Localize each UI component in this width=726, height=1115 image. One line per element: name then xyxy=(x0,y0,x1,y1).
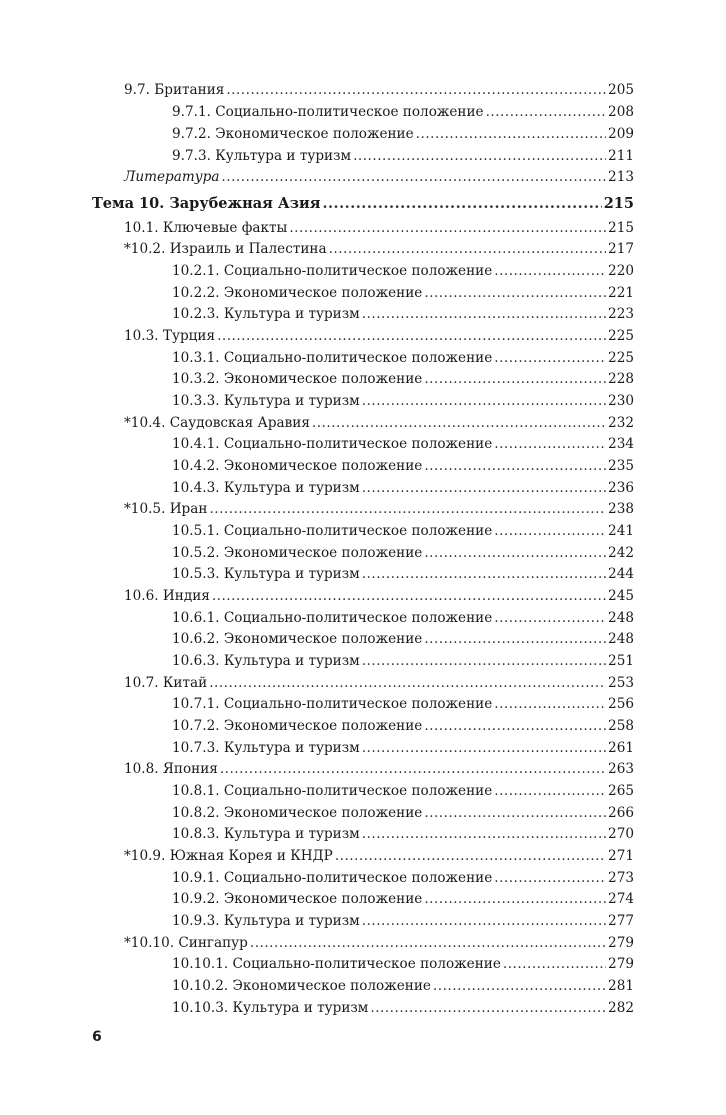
dot-leader xyxy=(220,758,606,780)
toc-entry-page: 256 xyxy=(608,696,634,712)
toc-entry xyxy=(172,910,634,932)
toc-entry xyxy=(172,368,634,390)
toc-entry-title: 10.6. Индия xyxy=(124,588,210,604)
toc-entry-title: *10.9. Южная Корея и КНДР xyxy=(124,848,333,864)
toc-entry-page: 208 xyxy=(608,104,634,120)
toc-entry-page: 221 xyxy=(608,285,634,301)
dot-leader xyxy=(424,628,606,650)
toc-entry xyxy=(172,260,634,282)
toc-entry xyxy=(172,823,634,845)
toc-entry-title: 10.4.1. Социально-политическое положение xyxy=(172,436,493,452)
toc-entry xyxy=(172,563,634,585)
toc-entry-page: 236 xyxy=(608,480,634,496)
toc-entry-title: 10.4.3. Культура и туризм xyxy=(172,480,360,496)
dot-leader xyxy=(494,867,606,889)
toc-entry-title: 10.10.2. Экономическое положение xyxy=(172,978,431,994)
toc-entry-title: 10.5.3. Культура и туризм xyxy=(172,566,360,582)
toc-entry xyxy=(172,123,634,145)
toc-entry xyxy=(172,693,634,715)
dot-leader xyxy=(494,780,606,802)
toc-entry xyxy=(172,520,634,542)
toc-entry xyxy=(124,325,634,347)
toc-entry-page: 279 xyxy=(608,956,634,972)
toc-entry-page: 225 xyxy=(608,328,634,344)
toc-entry-title: 10.7.3. Культура и туризм xyxy=(172,740,360,756)
toc-entry-page: 258 xyxy=(608,718,634,734)
dot-leader xyxy=(424,282,606,304)
dot-leader xyxy=(362,390,606,412)
toc-entry-page: 205 xyxy=(608,82,634,98)
dot-leader xyxy=(424,368,606,390)
dot-leader xyxy=(362,477,606,499)
toc-entry-page: 217 xyxy=(608,241,634,257)
toc-entry-title: 10.5.1. Социально-политическое положение xyxy=(172,523,493,539)
toc-entry-page: 273 xyxy=(608,870,634,886)
toc-entry xyxy=(172,780,634,802)
toc-entry-page: 225 xyxy=(608,350,634,366)
dot-leader xyxy=(433,975,606,997)
toc-entry xyxy=(172,477,634,499)
toc-entry-title: 10.2.1. Социально-политическое положение xyxy=(172,263,493,279)
toc-entry-title: 10.7. Китай xyxy=(124,675,208,691)
toc-entry-page: 234 xyxy=(608,436,634,452)
toc-entry xyxy=(172,802,634,824)
toc-entry-title: 10.2.3. Культура и туризм xyxy=(172,306,360,322)
toc-entry-title: 10.9.3. Культура и туризм xyxy=(172,913,360,929)
dot-leader xyxy=(416,123,606,145)
toc-entry-page: 282 xyxy=(608,1000,634,1016)
dot-leader xyxy=(486,101,606,123)
toc-entry-title: 10.6.3. Культура и туризм xyxy=(172,653,360,669)
toc-entry xyxy=(172,101,634,123)
dot-leader xyxy=(322,193,601,215)
toc-entry xyxy=(172,542,634,564)
toc-entry-page: 265 xyxy=(608,783,634,799)
toc-entry xyxy=(172,953,634,975)
toc-entry-page: 242 xyxy=(608,545,634,561)
toc-entry xyxy=(172,607,634,629)
toc-entry-page: 274 xyxy=(608,891,634,907)
toc-entry xyxy=(124,932,634,954)
toc-entry xyxy=(124,412,634,434)
toc-entry-title: 10.3.3. Культура и туризм xyxy=(172,393,360,409)
page-number: 6 xyxy=(92,1029,102,1045)
dot-leader xyxy=(217,325,606,347)
toc-entry-title: Тема 10. Зарубежная Азия xyxy=(92,195,321,212)
toc-entry-page: 281 xyxy=(608,978,634,994)
toc-entry-page: 235 xyxy=(608,458,634,474)
toc-entry-page: 245 xyxy=(608,588,634,604)
dot-leader xyxy=(424,888,606,910)
dot-leader xyxy=(329,238,606,260)
toc-entry-page: 270 xyxy=(608,826,634,842)
dot-leader xyxy=(353,145,606,167)
toc-entry-title: 10.6.1. Социально-политическое положение xyxy=(172,610,493,626)
dot-leader xyxy=(362,650,606,672)
toc-entry-title: 10.4.2. Экономическое положение xyxy=(172,458,423,474)
dot-leader xyxy=(424,542,606,564)
toc-entry-title: Литература xyxy=(124,169,220,185)
toc-entry-page: 277 xyxy=(608,913,634,929)
toc-entry-page: 209 xyxy=(608,126,634,142)
toc-entry-page: 241 xyxy=(608,523,634,539)
toc-entry-page: 211 xyxy=(608,148,634,164)
toc-entry xyxy=(124,845,634,867)
dot-leader xyxy=(289,217,606,239)
toc-entry-title: 9.7.2. Экономическое положение xyxy=(172,126,414,142)
dot-leader xyxy=(209,672,606,694)
dot-leader xyxy=(362,910,606,932)
dot-leader xyxy=(424,715,606,737)
dot-leader xyxy=(503,953,606,975)
toc-entry-title: 9.7.1. Социально-политическое положение xyxy=(172,104,484,120)
toc-entry-title: 10.2.2. Экономическое положение xyxy=(172,285,423,301)
dot-leader xyxy=(312,412,606,434)
dot-leader xyxy=(494,607,606,629)
toc-entry xyxy=(124,758,634,780)
toc-entry-page: 261 xyxy=(608,740,634,756)
toc-entry xyxy=(172,145,634,167)
toc-entry-title: 10.8.2. Экономическое положение xyxy=(172,805,423,821)
toc-entry-page: 213 xyxy=(608,169,634,185)
toc-entry-title: 10.10.1. Социально-политическое положение xyxy=(172,956,501,972)
toc-entry xyxy=(172,455,634,477)
toc-entry-title: 10.9.2. Экономическое положение xyxy=(172,891,423,907)
toc-entry-title: 10.7.1. Социально-политическое положение xyxy=(172,696,493,712)
toc-entry xyxy=(172,867,634,889)
dot-leader xyxy=(335,845,606,867)
toc-entry xyxy=(124,238,634,260)
dot-leader xyxy=(212,585,606,607)
toc-entry xyxy=(172,650,634,672)
toc-entry-title: 10.8.3. Культура и туризм xyxy=(172,826,360,842)
toc-entry-title: 10.10.3. Культура и туризм xyxy=(172,1000,369,1016)
dot-leader xyxy=(250,932,606,954)
toc-entry-page: 223 xyxy=(608,306,634,322)
toc-entry-title: 10.3.1. Социально-политическое положение xyxy=(172,350,493,366)
toc-entry-title: 10.8.1. Социально-политическое положение xyxy=(172,783,493,799)
toc-entry-title: *10.10. Сингапур xyxy=(124,935,248,951)
toc-entry-title: *10.5. Иран xyxy=(124,501,208,517)
toc-entry xyxy=(124,166,634,188)
dot-leader xyxy=(494,260,606,282)
toc-entry-page: 248 xyxy=(608,610,634,626)
toc-entry xyxy=(172,975,634,997)
toc-entry xyxy=(172,997,634,1019)
toc-entry-page: 253 xyxy=(608,675,634,691)
toc-entry-title: 10.8. Япония xyxy=(124,761,218,777)
toc-entry-title: 10.3.2. Экономическое положение xyxy=(172,371,423,387)
dot-leader xyxy=(221,166,606,188)
toc-entry xyxy=(124,585,634,607)
toc-entry xyxy=(172,888,634,910)
toc-entry-page: 271 xyxy=(608,848,634,864)
toc-entry xyxy=(124,217,634,239)
toc-entry-page: 266 xyxy=(608,805,634,821)
toc-entry xyxy=(124,79,634,101)
dot-leader xyxy=(362,737,606,759)
toc-entry-title: 9.7.3. Культура и туризм xyxy=(172,148,352,164)
toc-entry-page: 279 xyxy=(608,935,634,951)
toc-entry-page: 263 xyxy=(608,761,634,777)
toc-entry xyxy=(172,303,634,325)
toc-entry-title: 10.9.1. Социально-политическое положение xyxy=(172,870,493,886)
toc-entry-title: 10.1. Ключевые факты xyxy=(124,220,288,236)
toc-entry-page: 238 xyxy=(608,501,634,517)
toc-entry xyxy=(124,672,634,694)
toc-entry-page: 215 xyxy=(608,220,634,236)
dot-leader xyxy=(226,79,606,101)
toc-entry xyxy=(172,433,634,455)
toc-entry-page: 244 xyxy=(608,566,634,582)
toc-entry-page: 230 xyxy=(608,393,634,409)
toc-entry-title: *10.4. Саудовская Аравия xyxy=(124,415,310,431)
toc-entry-title: 10.7.2. Экономическое положение xyxy=(172,718,423,734)
toc-entry-page: 251 xyxy=(608,653,634,669)
toc-entry xyxy=(172,628,634,650)
toc-entry-title: 9.7. Британия xyxy=(124,82,225,98)
toc-entry-title: 10.5.2. Экономическое положение xyxy=(172,545,423,561)
dot-leader xyxy=(209,498,606,520)
toc-entry xyxy=(92,193,634,215)
toc-entry-page: 215 xyxy=(603,195,634,212)
dot-leader xyxy=(362,563,606,585)
dot-leader xyxy=(494,347,606,369)
dot-leader xyxy=(494,433,606,455)
toc-entry-page: 232 xyxy=(608,415,634,431)
toc-entry xyxy=(172,282,634,304)
dot-leader xyxy=(494,693,606,715)
toc-entry-page: 228 xyxy=(608,371,634,387)
toc-entry xyxy=(124,498,634,520)
dot-leader xyxy=(362,303,606,325)
toc-entry-page: 220 xyxy=(608,263,634,279)
toc-entry xyxy=(172,737,634,759)
toc-entry xyxy=(172,390,634,412)
dot-leader xyxy=(494,520,606,542)
toc-entry-title: 10.3. Турция xyxy=(124,328,216,344)
toc-entry xyxy=(172,715,634,737)
dot-leader xyxy=(370,997,606,1019)
toc-entry-title: *10.2. Израиль и Палестина xyxy=(124,241,327,257)
dot-leader xyxy=(424,455,606,477)
dot-leader xyxy=(424,802,606,824)
toc-entry xyxy=(172,347,634,369)
toc-entry-page: 248 xyxy=(608,631,634,647)
dot-leader xyxy=(362,823,606,845)
toc-entry-title: 10.6.2. Экономическое положение xyxy=(172,631,423,647)
